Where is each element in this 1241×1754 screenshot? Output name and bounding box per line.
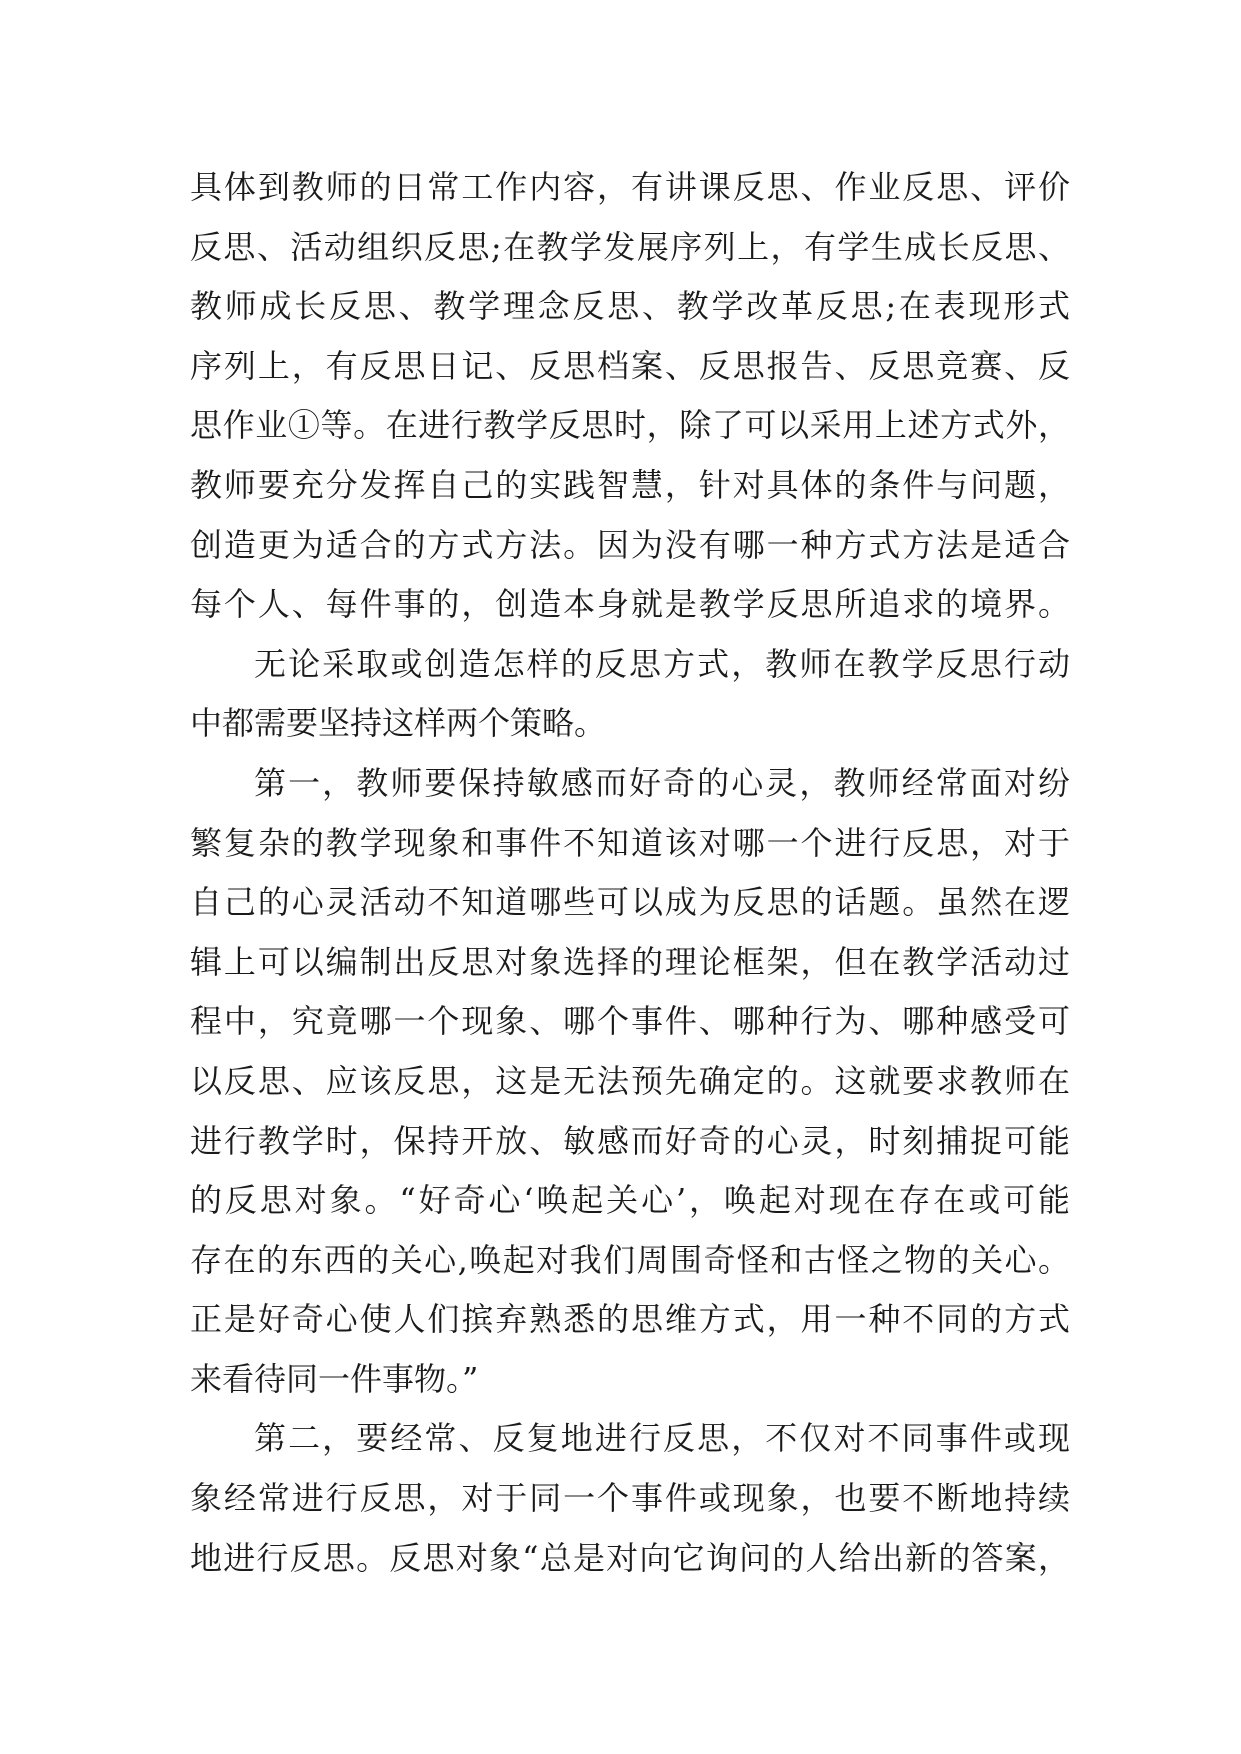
text-line: 自己的心灵活动不知道哪些可以成为反思的话题。虽然在逻 [190, 883, 1070, 922]
text-line: 地进行反思。反思对象“总是对向它询问的人给出新的答案， [190, 1538, 1070, 1577]
text-line: 来看待同一件事物。” [190, 1359, 479, 1398]
text-line: 象经常进行反思，对于同一个事件或现象，也要不断地持续 [190, 1479, 1070, 1518]
text-line: 思作业①等。在进行教学反思时，除了可以采用上述方式外， [190, 406, 1070, 445]
text-line: 程中，究竟哪一个现象、哪个事件、哪种行为、哪种感受可 [190, 1002, 1070, 1041]
text-line: 教师要充分发挥自己的实践智慧，针对具体的条件与问题， [190, 465, 1070, 504]
text-line: 存在的东西的关心,唤起对我们周围奇怪和古怪之物的关心。 [190, 1240, 1070, 1279]
text-line: 每个人、每件事的，创造本身就是教学反思所追求的境界。 [190, 585, 1070, 624]
text-line: 反思、活动组织反思;在教学发展序列上，有学生成长反思、 [190, 227, 1070, 266]
text-line: 中都需要坚持这样两个策略。 [190, 704, 607, 743]
text-line: 以反思、应该反思，这是无法预先确定的。这就要求教师在 [190, 1061, 1070, 1100]
paragraph-first-line: 第一，教师要保持敏感而好奇的心灵，教师经常面对纷 [254, 763, 1070, 802]
text-line: 序列上，有反思日记、反思档案、反思报告、反思竞赛、反 [190, 346, 1070, 385]
paragraph-first-line: 无论采取或创造怎样的反思方式，教师在教学反思行动 [254, 644, 1070, 683]
text-line: 教师成长反思、教学理念反思、教学改革反思;在表现形式 [190, 287, 1070, 326]
text-line: 具体到教师的日常工作内容，有讲课反思、作业反思、评价 [190, 168, 1070, 206]
text-line: 辑上可以编制出反思对象选择的理论框架，但在教学活动过 [190, 942, 1070, 981]
text-line: 的反思对象。“好奇心‘唤起关心’，唤起对现在存在或可能 [190, 1181, 1070, 1220]
paragraph-first-line: 第二，要经常、反复地进行反思，不仅对不同事件或现 [254, 1419, 1070, 1458]
text-line: 正是好奇心使人们摈弃熟悉的思维方式，用一种不同的方式 [190, 1300, 1070, 1339]
text-line: 进行教学时，保持开放、敏感而好奇的心灵，时刻捕捉可能 [190, 1121, 1070, 1160]
text-line: 创造更为适合的方式方法。因为没有哪一种方式方法是适合 [190, 525, 1070, 564]
text-line: 繁复杂的教学现象和事件不知道该对哪一个进行反思，对于 [190, 823, 1070, 862]
body-text [190, 158, 1070, 1588]
